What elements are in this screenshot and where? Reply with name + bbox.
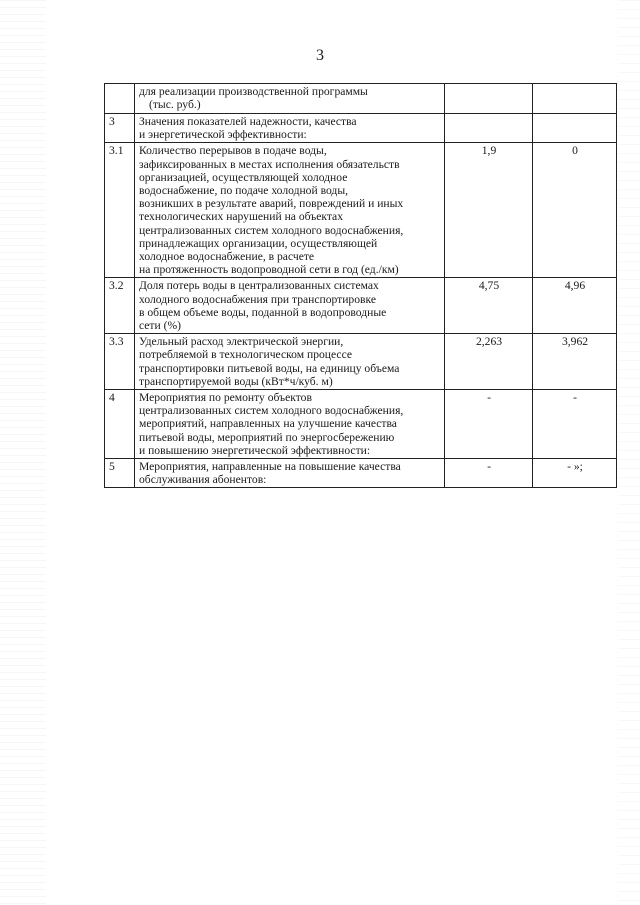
row-description <box>135 459 445 488</box>
table-row <box>105 459 617 488</box>
value-cell-2: 4,96 <box>533 278 617 334</box>
description-line: холодного водоснабжения при транспортировке <box>139 292 376 306</box>
row-description <box>135 334 445 390</box>
description-line: Мероприятия, направленные на повышение качества <box>139 460 401 474</box>
description-line: сети (%) <box>139 319 181 333</box>
page-number: 3 <box>316 47 324 64</box>
value-cell-1 <box>445 114 533 143</box>
description-line: в общем объеме воды, поданной в водопроводные <box>139 305 387 319</box>
table-row <box>105 143 617 278</box>
value-cell-2: 0 <box>533 143 617 278</box>
value-cell-2: - <box>533 390 617 459</box>
table-row <box>105 84 617 114</box>
indicators-table <box>104 83 617 488</box>
description-line: возникших в результате аварий, повреждений и иных <box>139 197 404 211</box>
row-description <box>135 84 445 114</box>
row-number: 3.2 <box>105 278 135 334</box>
description-line: технологических нарушений на объектах <box>139 210 343 224</box>
value-cell-2: 3,962 <box>533 334 617 390</box>
row-number: 4 <box>105 390 135 459</box>
value-cell-2: - »; <box>533 459 617 488</box>
description-line: Мероприятия по ремонту объектов <box>139 391 312 405</box>
description-line: мероприятий, направленных на улучшение качества <box>139 417 397 431</box>
value-cell-1: - <box>445 390 533 459</box>
description-line: обслуживания абонентов: <box>139 473 267 487</box>
description-line: (тыс. руб.) <box>149 98 201 112</box>
description-line: потребляемой в технологическом процессе <box>139 348 353 362</box>
row-description <box>135 114 445 143</box>
value-cell-2 <box>533 114 617 143</box>
table-row <box>105 114 617 143</box>
row-number: 5 <box>105 459 135 488</box>
description-line: транспортируемой воды (кВт*ч/куб. м) <box>139 374 333 388</box>
row-number: 3.3 <box>105 334 135 390</box>
value-cell-2 <box>533 84 617 114</box>
description-line: Удельный расход электрической энергии, <box>139 335 344 349</box>
description-line: Значения показателей надежности, качества <box>139 115 357 128</box>
description-line: организацией, осуществляющей холодное <box>139 170 348 184</box>
value-cell-1: 2,263 <box>445 334 533 390</box>
description-line: Доля потерь воды в централизованных системах <box>139 279 379 293</box>
description-line: холодное водоснабжение, в расчете <box>139 250 315 264</box>
row-number: 3.1 <box>105 143 135 278</box>
description-line: транспортировки питьевой воды, на единицу объема <box>139 361 400 375</box>
value-cell-1 <box>445 84 533 114</box>
description-line: зафиксированных в местах исполнения обязательств <box>139 157 400 171</box>
table-row <box>105 334 617 390</box>
row-description <box>135 390 445 459</box>
row-number <box>105 84 135 114</box>
description-line: питьевой воды, мероприятий по энергосбережению <box>139 430 395 444</box>
row-number: 3 <box>105 114 135 143</box>
value-cell-1: 1,9 <box>445 143 533 278</box>
description-line: водоснабжение, по подаче холодной воды, <box>139 184 349 198</box>
description-line: Количество перерывов в подаче воды, <box>139 144 327 158</box>
indicators-table-body <box>105 84 617 488</box>
description-line: и повышению энергетической эффективности: <box>139 443 371 457</box>
table-row <box>105 278 617 334</box>
description-line: принадлежащих организации, осуществляющей <box>139 236 378 250</box>
scan-artifact-left <box>0 0 46 905</box>
description-line: и энергетической эффективности: <box>139 128 307 142</box>
scan-artifact-right <box>618 0 640 905</box>
value-cell-1: - <box>445 459 533 488</box>
row-description <box>135 143 445 278</box>
description-line: централизованных систем холодного водоснабжения, <box>139 223 404 237</box>
description-line: на протяженность водопроводной сети в год (ед./км) <box>139 263 399 277</box>
value-cell-1: 4,75 <box>445 278 533 334</box>
description-line: централизованных систем холодного водоснабжения, <box>139 404 404 418</box>
description-line: для реализации производственной программы <box>139 85 368 98</box>
row-description <box>135 278 445 334</box>
table-row <box>105 390 617 459</box>
